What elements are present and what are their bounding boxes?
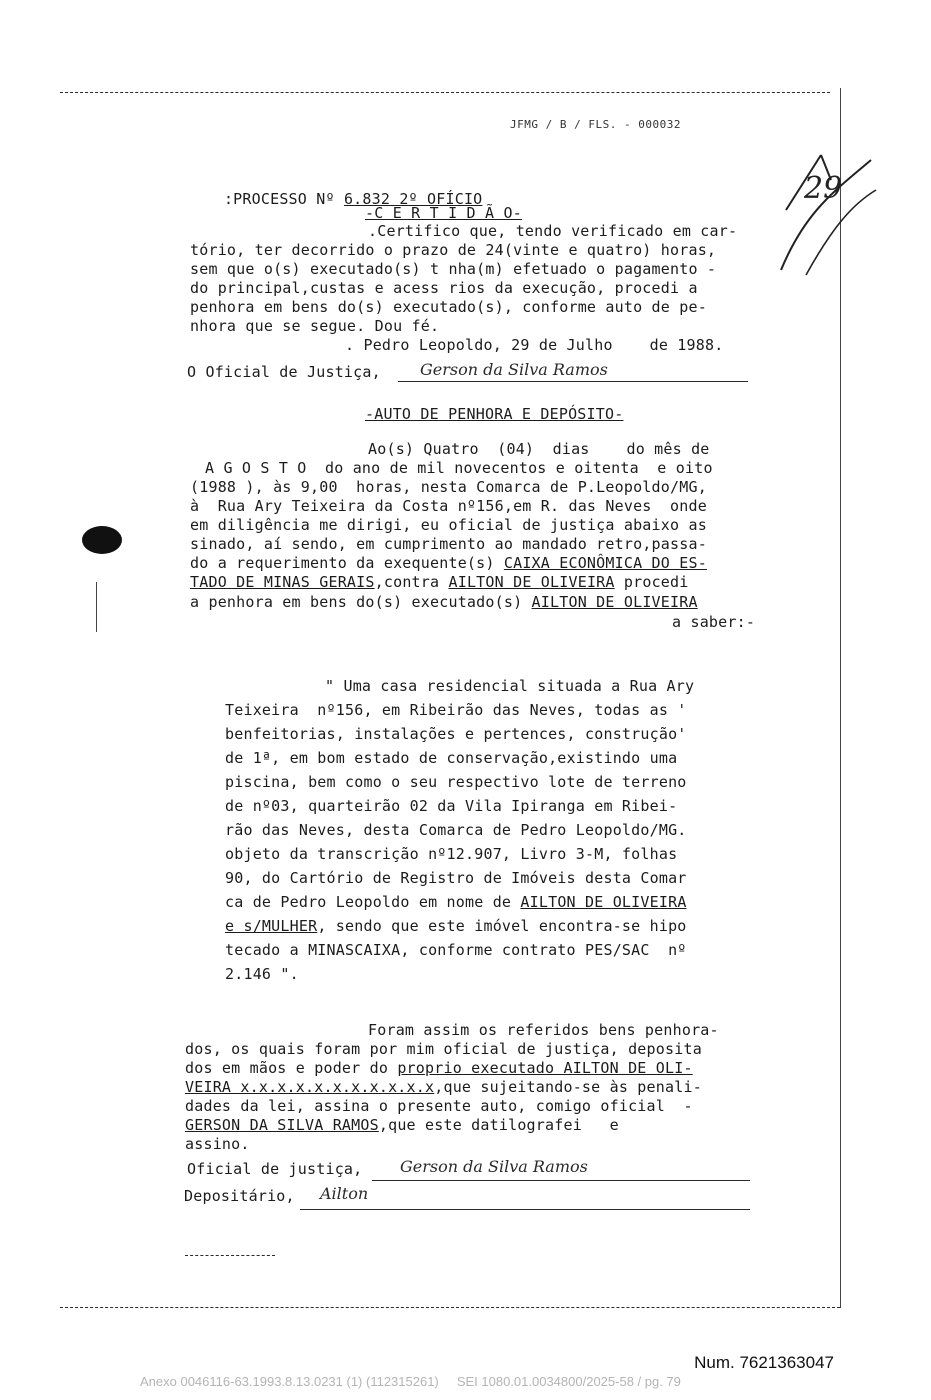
description-line: benfeitorias, instalações e pertences, construção' — [225, 725, 687, 743]
owner-suffix: e s/MULHER — [225, 917, 318, 935]
description-line: piscina, bem como o seu respectivo lote de terreno — [225, 773, 687, 791]
closing-oficial-label: Oficial de justiça, — [187, 1160, 363, 1178]
closing-line: assino. — [185, 1135, 250, 1153]
auto-line — [190, 554, 707, 572]
a-saber: a saber:- — [672, 613, 756, 631]
closing-line — [185, 1116, 619, 1134]
certidao-line: tório, ter decorrido o prazo de 24(vinte e quatro) horas, — [190, 241, 717, 259]
official-label: O Oficial de Justiça, — [187, 363, 381, 381]
auto-title: -AUTO DE PENHORA E DEPÓSITO- — [365, 405, 624, 423]
certidao-line: penhora em bens do(s) executado(s), conforme auto de pe- — [190, 298, 707, 316]
description-line: Teixeira nº156, em Ribeirão das Neves, todas as ' — [225, 701, 687, 719]
executado-name: AILTON DE OLIVEIRA — [448, 573, 615, 591]
description-line: 2.146 ". — [225, 965, 299, 983]
auto-line: em diligência me dirigi, eu oficial de justiça abaixo as — [190, 516, 707, 534]
sujeitando-text: ,que sujeitando-se às penali- — [434, 1078, 702, 1096]
official-signature: Gerson da Silva Ramos — [420, 360, 608, 379]
veira-x-fill: VEIRA x.x.x.x.x.x.x.x.x.x.x — [185, 1078, 435, 1096]
top-rule — [60, 92, 830, 93]
description-line: de 1ª, em bom estado de conservação,existindo uma — [225, 749, 678, 767]
closing-line: dos, os quais foram por mim oficial de justiça, deposita — [185, 1040, 702, 1058]
description-line: 90, do Cartório de Registro de Imóveis desta Comar — [225, 869, 687, 887]
exequente-name: CAIXA ECONÔMICA DO ES- — [503, 554, 707, 572]
proprio-executado: proprio executado AILTON DE OLI- — [397, 1059, 693, 1077]
certidao-line: nhora que se segue. Dou fé. — [190, 317, 440, 335]
description-line: objeto da transcrição nº12.907, Livro 3-M, folhas — [225, 845, 678, 863]
document-number: Num. 7621363047 — [694, 1353, 834, 1372]
description-line: " Uma casa residencial situada a Rua Ary — [325, 677, 695, 695]
officer-name: GERSON DA SILVA RAMOS — [185, 1116, 379, 1134]
hipoteca-text: , sendo que este imóvel encontra-se hipo — [317, 917, 687, 935]
description-line — [225, 917, 687, 935]
closing-line: dades da lei, assina o presente auto, comigo oficial - — [185, 1097, 693, 1115]
penhora-prefix: a penhora em bens do(s) executado(s) — [190, 593, 523, 611]
procedi-text: procedi — [614, 573, 689, 591]
certidao-line: .Certifico que, tendo verificado em car- — [368, 222, 738, 240]
footer-reference: Anexo 0046116-63.1993.8.13.0231 (1) (112315261) SEI 1080.01.0034800/2025-58 / pg. 79 — [140, 1374, 681, 1389]
certidao-title: -C E R T I D Ã O- — [365, 204, 522, 222]
bottom-rule — [60, 1307, 840, 1308]
certidao-date: . Pedro Leopoldo, 29 de Julho de 1988. — [345, 336, 724, 354]
depositario-label: Depositário, — [184, 1187, 295, 1205]
auto-line: sinado, aí sendo, em cumprimento ao mandado retro,passa- — [190, 535, 707, 553]
contra-text: ,contra — [374, 573, 449, 591]
folio-stamp: JFMG / B / FLS. - 000032 — [510, 118, 681, 131]
exequente-prefix: do a requerimento da exequente(s) — [190, 554, 495, 572]
ink-blot — [82, 526, 122, 554]
signature-line — [398, 381, 748, 382]
description-line: rão das Neves, desta Comarca de Pedro Leopoldo/MG. — [225, 821, 687, 839]
processo-office: 2º OFÍCIO — [390, 190, 483, 208]
signature-line — [300, 1209, 750, 1210]
certidao-line: sem que o(s) executado(s) t nha(m) efetuado o pagamento - — [190, 260, 717, 278]
exequente-name-cont: TADO DE MINAS GERAIS — [190, 573, 375, 591]
signature-line — [372, 1180, 750, 1181]
closing-oficial-signature: Gerson da Silva Ramos — [400, 1157, 588, 1176]
closing-line — [185, 1059, 693, 1077]
poder-prefix: dos em mãos e poder do — [185, 1059, 398, 1077]
auto-line — [190, 593, 698, 611]
auto-line: (1988 ), às 9,00 horas, nesta Comarca de P.Leopoldo/MG, — [190, 478, 707, 496]
owner-name: AILTON DE OLIVEIRA — [520, 893, 687, 911]
margin-mark — [96, 582, 97, 632]
auto-line: A G O S T O do ano de mil novecentos e oitenta e oito — [205, 459, 713, 477]
description-line: tecado a MINASCAIXA, conforme contrato PES/SAC nº — [225, 941, 687, 959]
marginal-note-number: 29 — [804, 171, 843, 206]
datilografei-text: ,que este datilografei e — [378, 1116, 619, 1134]
auto-line: à Rua Ary Teixeira da Costa nº156,em R. das Neves onde — [190, 497, 707, 515]
processo-label: :PROCESSO Nº — [223, 190, 344, 208]
depositario-signature: Ailton — [320, 1184, 369, 1203]
closing-line: Foram assim os referidos bens penhora- — [368, 1021, 719, 1039]
auto-line — [190, 573, 689, 591]
marginal-handwriting — [776, 150, 881, 285]
description-line: de nº03, quarteirão 02 da Vila Ipiranga em Ribei- — [225, 797, 678, 815]
executado-name-2: AILTON DE OLIVEIRA — [531, 593, 698, 611]
certidao-line: do principal,custas e acess rios da execução, procedi a — [190, 279, 698, 297]
processo-number: 6.832 — [343, 190, 391, 208]
closing-line — [185, 1078, 702, 1096]
auto-line: Ao(s) Quatro (04) dias do mês de — [368, 440, 710, 458]
small-rule — [185, 1255, 275, 1256]
owner-prefix: ca de Pedro Leopoldo em nome de — [225, 893, 521, 911]
description-line — [225, 893, 687, 911]
